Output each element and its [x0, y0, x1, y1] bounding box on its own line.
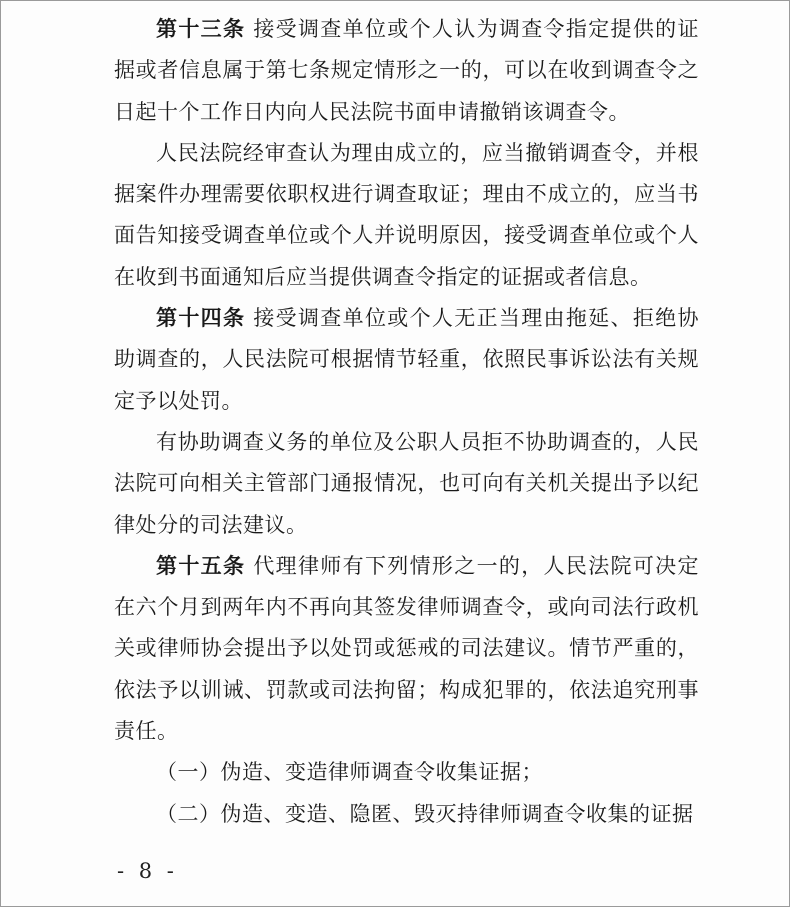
article-heading: 第十三条: [156, 17, 246, 41]
document-body: [114, 9, 699, 835]
paragraph-text: （一）伪造、变造律师调查令收集证据；: [156, 760, 543, 785]
list-item: [114, 752, 699, 793]
paragraph-text: 人民法院经审查认为理由成立的，应当撤销调查令，并根据案件办理需要依职权进行调查取证；理由不成立的，应当书面告知接受调查单位或个人并说明原因，接受调查单位或个人在收到书面通知后应当提供调查令指定的证据或者信息。: [114, 140, 699, 289]
paragraph-article-15: [114, 546, 699, 752]
article-heading: 第十五条: [156, 553, 246, 578]
paragraph-text: 有协助调查义务的单位及公职人员拒不协助调查的，人民法院可向相关主管部门通报情况，也可向有关机关提出予以纪律处分的司法建议。: [114, 429, 699, 537]
list-item: [114, 794, 699, 835]
paragraph-text: （二）伪造、变造、隐匿、毁灭持律师调查令收集的证据: [156, 801, 694, 826]
paragraph-text: 接受调查单位或个人认为调查令指定提供的证据或者信息属于第七条规定情形之一的，可以在收到调查令之日起十个工作日内向人民法院书面申请撤销该调查令。: [114, 17, 700, 124]
article-heading: 第十四条: [156, 306, 246, 331]
paragraph-article-13: [114, 9, 699, 133]
paragraph: [114, 422, 699, 546]
paragraph-text: 接受调查单位或个人无正当理由拖延、拒绝协助调查的，人民法院可根据情节轻重，依照民事诉讼法有关规定予以处罚。: [114, 306, 700, 413]
paragraph-article-14: [114, 298, 699, 422]
page-number: - 8 -: [117, 859, 178, 883]
paragraph: [114, 133, 699, 298]
paragraph-text: 代理律师有下列情形之一的，人民法院可决定在六个月到两年内不再向其签发律师调查令，或向司法行政机关或律师协会提出予以处罚或惩戒的司法建议。情节严重的，依法予以训诫、罚款或司法拘留；构成犯罪的，依法追究刑事责任。: [114, 553, 700, 744]
